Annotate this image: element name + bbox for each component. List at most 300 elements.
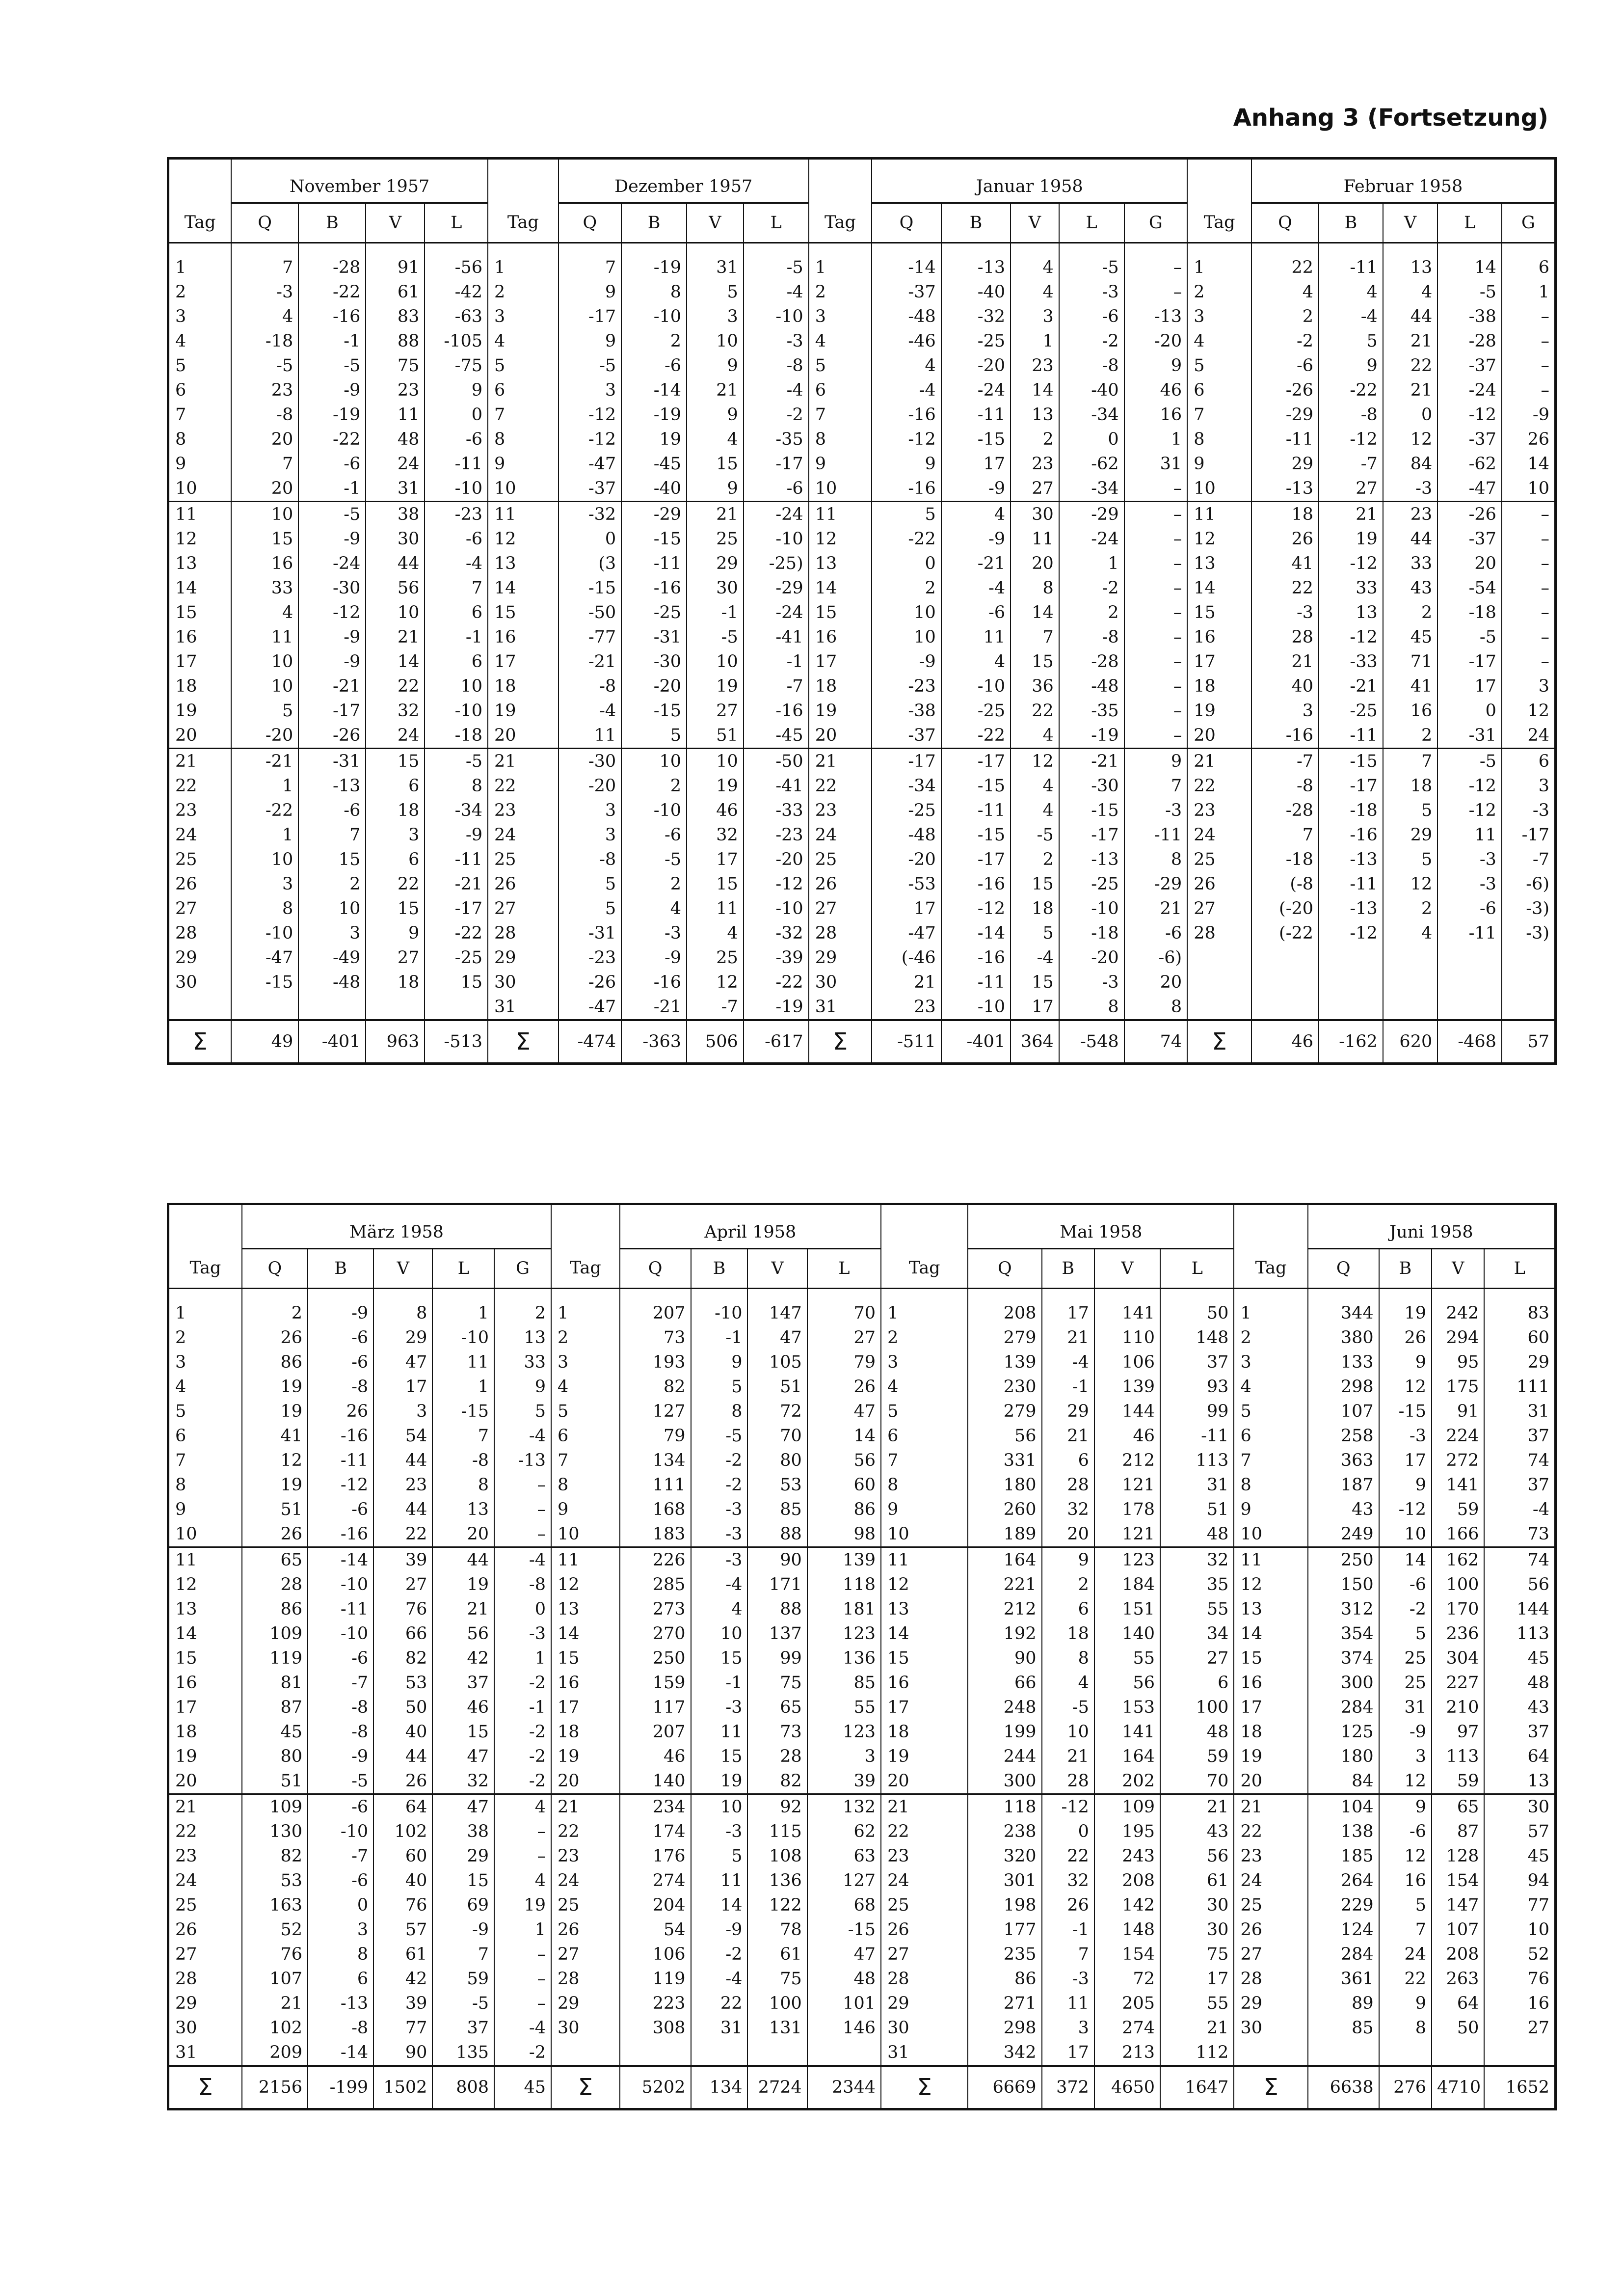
- value-cell: -11: [425, 452, 488, 476]
- day-cell: 26: [809, 872, 872, 896]
- sigma-symbol: Σ: [881, 2066, 968, 2109]
- day-cell: 22: [1234, 1819, 1307, 1844]
- value-cell: 285: [620, 1572, 691, 1597]
- value-cell: -16: [308, 1522, 373, 1547]
- value-cell: -8: [308, 1375, 373, 1399]
- value-cell: -6: [308, 1350, 373, 1375]
- value-cell: 25: [687, 945, 744, 970]
- value-cell: -11: [308, 1448, 373, 1473]
- day-cell: 3: [1234, 1350, 1307, 1375]
- value-cell: 5: [494, 1399, 551, 1424]
- day-cell: 21: [881, 1794, 968, 1820]
- value-cell: -19: [298, 403, 366, 427]
- day-cell: 30: [551, 2016, 620, 2040]
- value-cell: 26: [1042, 1893, 1094, 1918]
- value-cell: -6: [1379, 1819, 1432, 1844]
- value-cell: 15: [687, 872, 744, 896]
- value-cell: 44: [373, 1448, 432, 1473]
- day-cell: 13: [168, 1597, 242, 1621]
- day-cell: 8: [1234, 1473, 1307, 1497]
- value-cell: -9: [432, 1918, 494, 1942]
- sum-cell: -548: [1059, 1020, 1124, 1064]
- value-cell: -8: [432, 1448, 494, 1473]
- value-cell: 125: [1308, 1720, 1379, 1744]
- value-cell: 8: [432, 1473, 494, 1497]
- value-cell: 300: [968, 1769, 1041, 1794]
- value-cell: 7: [1379, 1918, 1432, 1942]
- day-cell: 29: [168, 1991, 242, 2016]
- day-cell: 1: [551, 1301, 620, 1325]
- value-cell: 45: [1484, 1646, 1555, 1671]
- value-cell: -13: [1251, 476, 1319, 502]
- value-cell: 12: [1383, 427, 1437, 452]
- day-cell: 26: [881, 1918, 968, 1942]
- value-cell: [747, 2040, 807, 2066]
- value-cell: 5: [1379, 1893, 1432, 1918]
- value-cell: -19: [621, 403, 687, 427]
- value-cell: 153: [1094, 1695, 1160, 1720]
- value-cell: –: [1502, 600, 1556, 625]
- value-cell: -18: [1251, 847, 1319, 872]
- value-cell: 51: [687, 723, 744, 749]
- day-cell: 13: [1187, 551, 1251, 576]
- value-cell: 1: [1011, 329, 1059, 353]
- value-cell: -3: [1059, 970, 1124, 995]
- value-cell: 48: [807, 1967, 881, 1991]
- value-cell: 137: [747, 1621, 807, 1646]
- value-cell: 193: [620, 1350, 691, 1375]
- value-cell: 236: [1432, 1621, 1484, 1646]
- value-cell: 11: [559, 723, 622, 749]
- value-cell: 301: [968, 1868, 1041, 1893]
- value-cell: -22: [425, 921, 488, 945]
- value-cell: 121: [1094, 1473, 1160, 1497]
- table-row: [168, 576, 1556, 600]
- value-cell: 3: [366, 823, 425, 847]
- value-cell: 136: [807, 1646, 881, 1671]
- day-cell: 10: [168, 1522, 242, 1547]
- day-cell: 14: [881, 1621, 968, 1646]
- value-cell: 94: [1484, 1868, 1555, 1893]
- value-cell: -2: [1059, 576, 1124, 600]
- value-cell: 8: [308, 1942, 373, 1967]
- value-cell: [298, 995, 366, 1020]
- value-cell: –: [1124, 476, 1188, 502]
- value-cell: -10: [308, 1572, 373, 1597]
- value-cell: -4: [691, 1572, 748, 1597]
- value-cell: 115: [747, 1819, 807, 1844]
- table-row: [168, 329, 1556, 353]
- value-cell: 5: [1383, 847, 1437, 872]
- value-cell: 90: [373, 2040, 432, 2066]
- value-cell: -22: [298, 427, 366, 452]
- value-cell: -12: [872, 427, 941, 452]
- value-cell: 56: [1484, 1572, 1555, 1597]
- value-cell: -7: [1502, 847, 1556, 872]
- value-cell: 10: [687, 649, 744, 674]
- value-cell: 0: [559, 527, 622, 551]
- value-cell: -16: [744, 699, 809, 723]
- value-cell: -4: [941, 576, 1011, 600]
- value-cell: -6: [308, 1497, 373, 1522]
- day-cell: 10: [881, 1522, 968, 1547]
- column-header: B: [298, 203, 366, 243]
- day-cell: 11: [488, 502, 559, 527]
- value-cell: -10: [621, 304, 687, 329]
- table-row: [168, 1844, 1556, 1868]
- table-row: [168, 452, 1556, 476]
- value-cell: 21: [1042, 1424, 1094, 1448]
- value-cell: 106: [620, 1942, 691, 1967]
- value-cell: -6: [1437, 896, 1502, 921]
- value-cell: -5: [432, 1991, 494, 2016]
- value-cell: 24: [1379, 1942, 1432, 1967]
- value-cell: -22: [872, 527, 941, 551]
- day-cell: [551, 2040, 620, 2066]
- value-cell: 47: [807, 1399, 881, 1424]
- value-cell: -11: [1251, 427, 1319, 452]
- day-cell: 27: [1187, 896, 1251, 921]
- value-cell: -6: [1379, 1572, 1432, 1597]
- day-cell: 18: [1187, 674, 1251, 699]
- sum-cell: -401: [298, 1020, 366, 1064]
- value-cell: 113: [1432, 1744, 1484, 1769]
- table-row: [168, 427, 1556, 452]
- value-cell: 73: [620, 1325, 691, 1350]
- value-cell: -19: [744, 995, 809, 1020]
- value-cell: 30: [687, 576, 744, 600]
- value-cell: -26: [559, 970, 622, 995]
- value-cell: [1502, 945, 1556, 970]
- value-cell: 44: [432, 1547, 494, 1573]
- value-cell: 20: [1124, 970, 1188, 995]
- day-cell: 19: [809, 699, 872, 723]
- value-cell: 16: [1484, 1991, 1555, 2016]
- table-row: [168, 1819, 1556, 1844]
- value-cell: -14: [308, 1547, 373, 1573]
- value-cell: -37: [1437, 353, 1502, 378]
- value-cell: 8: [1124, 995, 1188, 1020]
- value-cell: 134: [620, 1448, 691, 1473]
- value-cell: 15: [432, 1868, 494, 1893]
- value-cell: -6: [425, 527, 488, 551]
- value-cell: -23: [559, 945, 622, 970]
- value-cell: 40: [373, 1720, 432, 1744]
- day-cell: 14: [488, 576, 559, 600]
- value-cell: 17: [1042, 2040, 1094, 2066]
- day-cell: 6: [1187, 378, 1251, 403]
- value-cell: 113: [1484, 1621, 1555, 1646]
- value-cell: -28: [1059, 649, 1124, 674]
- value-cell: [1502, 970, 1556, 995]
- value-cell: 164: [968, 1547, 1041, 1573]
- value-cell: 89: [1308, 1991, 1379, 2016]
- value-cell: -1: [691, 1671, 748, 1695]
- value-cell: -8: [494, 1572, 551, 1597]
- sum-cell: 4710: [1432, 2066, 1484, 2109]
- value-cell: 141: [1094, 1720, 1160, 1744]
- value-cell: 3: [308, 1918, 373, 1942]
- day-cell: 29: [168, 945, 232, 970]
- day-cell: 29: [809, 945, 872, 970]
- value-cell: -49: [298, 945, 366, 970]
- table-row: [168, 674, 1556, 699]
- sum-cell: 49: [231, 1020, 298, 1064]
- value-cell: -20: [744, 847, 809, 872]
- value-cell: -16: [1251, 723, 1319, 749]
- value-cell: -11: [1437, 921, 1502, 945]
- value-cell: 4: [687, 427, 744, 452]
- value-cell: -30: [1059, 774, 1124, 798]
- table-row: [168, 1769, 1556, 1794]
- value-cell: 4: [1011, 798, 1059, 823]
- value-cell: 5: [691, 1844, 748, 1868]
- value-cell: 48: [1484, 1671, 1555, 1695]
- value-cell: 21: [1042, 1744, 1094, 1769]
- value-cell: -7: [308, 1671, 373, 1695]
- day-cell: 3: [168, 304, 232, 329]
- value-cell: 154: [1432, 1868, 1484, 1893]
- day-cell: 20: [1187, 723, 1251, 749]
- table-row: [168, 945, 1556, 970]
- value-cell: -11: [941, 970, 1011, 995]
- day-cell: 7: [168, 1448, 242, 1473]
- value-cell: -20: [231, 723, 298, 749]
- day-cell: 26: [1234, 1918, 1307, 1942]
- table-row: [168, 1942, 1556, 1967]
- value-cell: 75: [747, 1671, 807, 1695]
- value-cell: -48: [872, 304, 941, 329]
- value-cell: 72: [1094, 1967, 1160, 1991]
- value-cell: [620, 2040, 691, 2066]
- day-cell: 30: [809, 970, 872, 995]
- sum-cell: 1647: [1160, 2066, 1234, 2109]
- day-cell: 16: [168, 625, 232, 649]
- sum-cell: -401: [941, 1020, 1011, 1064]
- value-cell: 43: [1383, 576, 1437, 600]
- day-cell: 18: [551, 1720, 620, 1744]
- value-cell: 85: [807, 1671, 881, 1695]
- value-cell: 10: [366, 600, 425, 625]
- value-cell: [1437, 970, 1502, 995]
- value-cell: (-8: [1251, 872, 1319, 896]
- value-cell: -16: [872, 403, 941, 427]
- value-cell: -17: [744, 452, 809, 476]
- day-cell: 14: [551, 1621, 620, 1646]
- value-cell: 19: [687, 674, 744, 699]
- value-cell: -10: [1059, 896, 1124, 921]
- value-cell: -25: [941, 699, 1011, 723]
- day-cell: 31: [168, 2040, 242, 2066]
- value-cell: 18: [1383, 774, 1437, 798]
- value-cell: 51: [1160, 1497, 1234, 1522]
- day-cell: 14: [1187, 576, 1251, 600]
- value-cell: -2: [1059, 329, 1124, 353]
- value-cell: 0: [872, 551, 941, 576]
- value-cell: -17: [559, 304, 622, 329]
- value-cell: (3: [559, 551, 622, 576]
- day-cell: 2: [488, 280, 559, 304]
- value-cell: 9: [1379, 1794, 1432, 1820]
- value-cell: 3: [1502, 774, 1556, 798]
- value-cell: 9: [687, 353, 744, 378]
- value-cell: -29: [1251, 403, 1319, 427]
- value-cell: -10: [308, 1819, 373, 1844]
- value-cell: 4: [231, 600, 298, 625]
- day-cell: 2: [1187, 280, 1251, 304]
- value-cell: 144: [1094, 1399, 1160, 1424]
- tag-column-header: Tag: [551, 1249, 620, 1289]
- value-cell: -3: [621, 921, 687, 945]
- value-cell: 176: [620, 1844, 691, 1868]
- value-cell: 20: [1042, 1522, 1094, 1547]
- value-cell: 29: [1484, 1350, 1555, 1375]
- value-cell: 163: [242, 1893, 308, 1918]
- day-cell: 31: [809, 995, 872, 1020]
- value-cell: 3: [1251, 699, 1319, 723]
- value-cell: -10: [425, 476, 488, 502]
- value-cell: -12: [1319, 625, 1383, 649]
- value-cell: 4: [941, 649, 1011, 674]
- day-cell: 15: [488, 600, 559, 625]
- day-cell: 23: [1187, 798, 1251, 823]
- day-cell: 25: [1187, 847, 1251, 872]
- value-cell: -47: [231, 945, 298, 970]
- day-cell: 20: [168, 723, 232, 749]
- column-header: L: [807, 1249, 881, 1289]
- sum-cell: 46: [1251, 1020, 1319, 1064]
- day-cell: 19: [1234, 1744, 1307, 1769]
- value-cell: -33: [1319, 649, 1383, 674]
- day-cell: 27: [809, 896, 872, 921]
- day-cell: 28: [809, 921, 872, 945]
- table-row: [168, 970, 1556, 995]
- value-cell: 132: [807, 1794, 881, 1820]
- value-cell: -15: [941, 427, 1011, 452]
- day-cell: [1187, 970, 1251, 995]
- sum-cell: 2724: [747, 2066, 807, 2109]
- value-cell: [691, 2040, 748, 2066]
- value-cell: 50: [1160, 1301, 1234, 1325]
- value-cell: -20: [1059, 945, 1124, 970]
- value-cell: 12: [1502, 699, 1556, 723]
- day-cell: 3: [168, 1350, 242, 1375]
- value-cell: -18: [425, 723, 488, 749]
- value-cell: -9: [298, 527, 366, 551]
- value-cell: [1383, 945, 1437, 970]
- value-cell: 70: [747, 1424, 807, 1448]
- value-cell: 44: [1383, 304, 1437, 329]
- sum-cell: -468: [1437, 1020, 1502, 1064]
- value-cell: -9: [425, 823, 488, 847]
- value-cell: 271: [968, 1991, 1041, 2016]
- value-cell: 2: [1383, 723, 1437, 749]
- value-cell: –: [1502, 527, 1556, 551]
- value-cell: 131: [747, 2016, 807, 2040]
- value-cell: 119: [242, 1646, 308, 1671]
- value-cell: 128: [1432, 1844, 1484, 1868]
- day-cell: 13: [809, 551, 872, 576]
- day-cell: 1: [809, 255, 872, 280]
- value-cell: 65: [242, 1547, 308, 1573]
- value-cell: 52: [242, 1918, 308, 1942]
- value-cell: 57: [373, 1918, 432, 1942]
- value-cell: –: [1502, 329, 1556, 353]
- sum-cell: 506: [687, 1020, 744, 1064]
- value-cell: -11: [425, 847, 488, 872]
- value-cell: -37: [559, 476, 622, 502]
- column-header: Q: [872, 203, 941, 243]
- day-cell: 10: [1234, 1522, 1307, 1547]
- value-cell: 60: [373, 1844, 432, 1868]
- value-cell: -24: [1437, 378, 1502, 403]
- day-cell: 18: [1234, 1720, 1307, 1744]
- day-cell: 2: [1234, 1325, 1307, 1350]
- value-cell: -28: [1437, 329, 1502, 353]
- value-cell: 109: [242, 1621, 308, 1646]
- value-cell: 12: [1379, 1844, 1432, 1868]
- day-cell: 3: [1187, 304, 1251, 329]
- value-cell: [1502, 995, 1556, 1020]
- value-cell: 221: [968, 1572, 1041, 1597]
- value-cell: 9: [1042, 1547, 1094, 1573]
- value-cell: 46: [1124, 378, 1188, 403]
- value-cell: 9: [1124, 353, 1188, 378]
- value-cell: 83: [1484, 1301, 1555, 1325]
- value-cell: 78: [747, 1918, 807, 1942]
- table-row: [168, 872, 1556, 896]
- month-title: November 1957: [231, 159, 488, 203]
- value-cell: -20: [621, 674, 687, 699]
- value-cell: 28: [1042, 1473, 1094, 1497]
- day-cell: 13: [1234, 1597, 1307, 1621]
- value-cell: 10: [231, 674, 298, 699]
- value-cell: 187: [1308, 1473, 1379, 1497]
- value-cell: -2: [494, 1769, 551, 1794]
- column-header: Q: [1251, 203, 1319, 243]
- value-cell: -28: [1251, 798, 1319, 823]
- value-cell: 0: [1437, 699, 1502, 723]
- value-cell: 21: [1160, 2016, 1234, 2040]
- day-cell: 7: [168, 403, 232, 427]
- value-cell: 13: [432, 1497, 494, 1522]
- value-cell: 14: [1379, 1547, 1432, 1573]
- value-cell: 2: [298, 872, 366, 896]
- value-cell: -8: [308, 2016, 373, 2040]
- value-cell: 101: [807, 1991, 881, 2016]
- value-cell: -9: [1502, 403, 1556, 427]
- day-cell: 2: [168, 280, 232, 304]
- sigma-symbol: Σ: [551, 2066, 620, 2109]
- value-cell: -5: [1437, 280, 1502, 304]
- value-cell: 0: [1042, 1819, 1094, 1844]
- value-cell: 117: [620, 1695, 691, 1720]
- day-cell: 7: [809, 403, 872, 427]
- day-cell: 13: [881, 1597, 968, 1621]
- value-cell: 4: [1319, 280, 1383, 304]
- sum-cell: -617: [744, 1020, 809, 1064]
- value-cell: 31: [1124, 452, 1188, 476]
- table-row: [168, 921, 1556, 945]
- table-row: [168, 1547, 1556, 1573]
- table-row: [168, 1991, 1556, 2016]
- value-cell: -6): [1124, 945, 1188, 970]
- day-cell: 17: [809, 649, 872, 674]
- value-cell: 12: [1383, 872, 1437, 896]
- value-cell: -10: [231, 921, 298, 945]
- value-cell: 4: [1383, 280, 1437, 304]
- value-cell: 46: [432, 1695, 494, 1720]
